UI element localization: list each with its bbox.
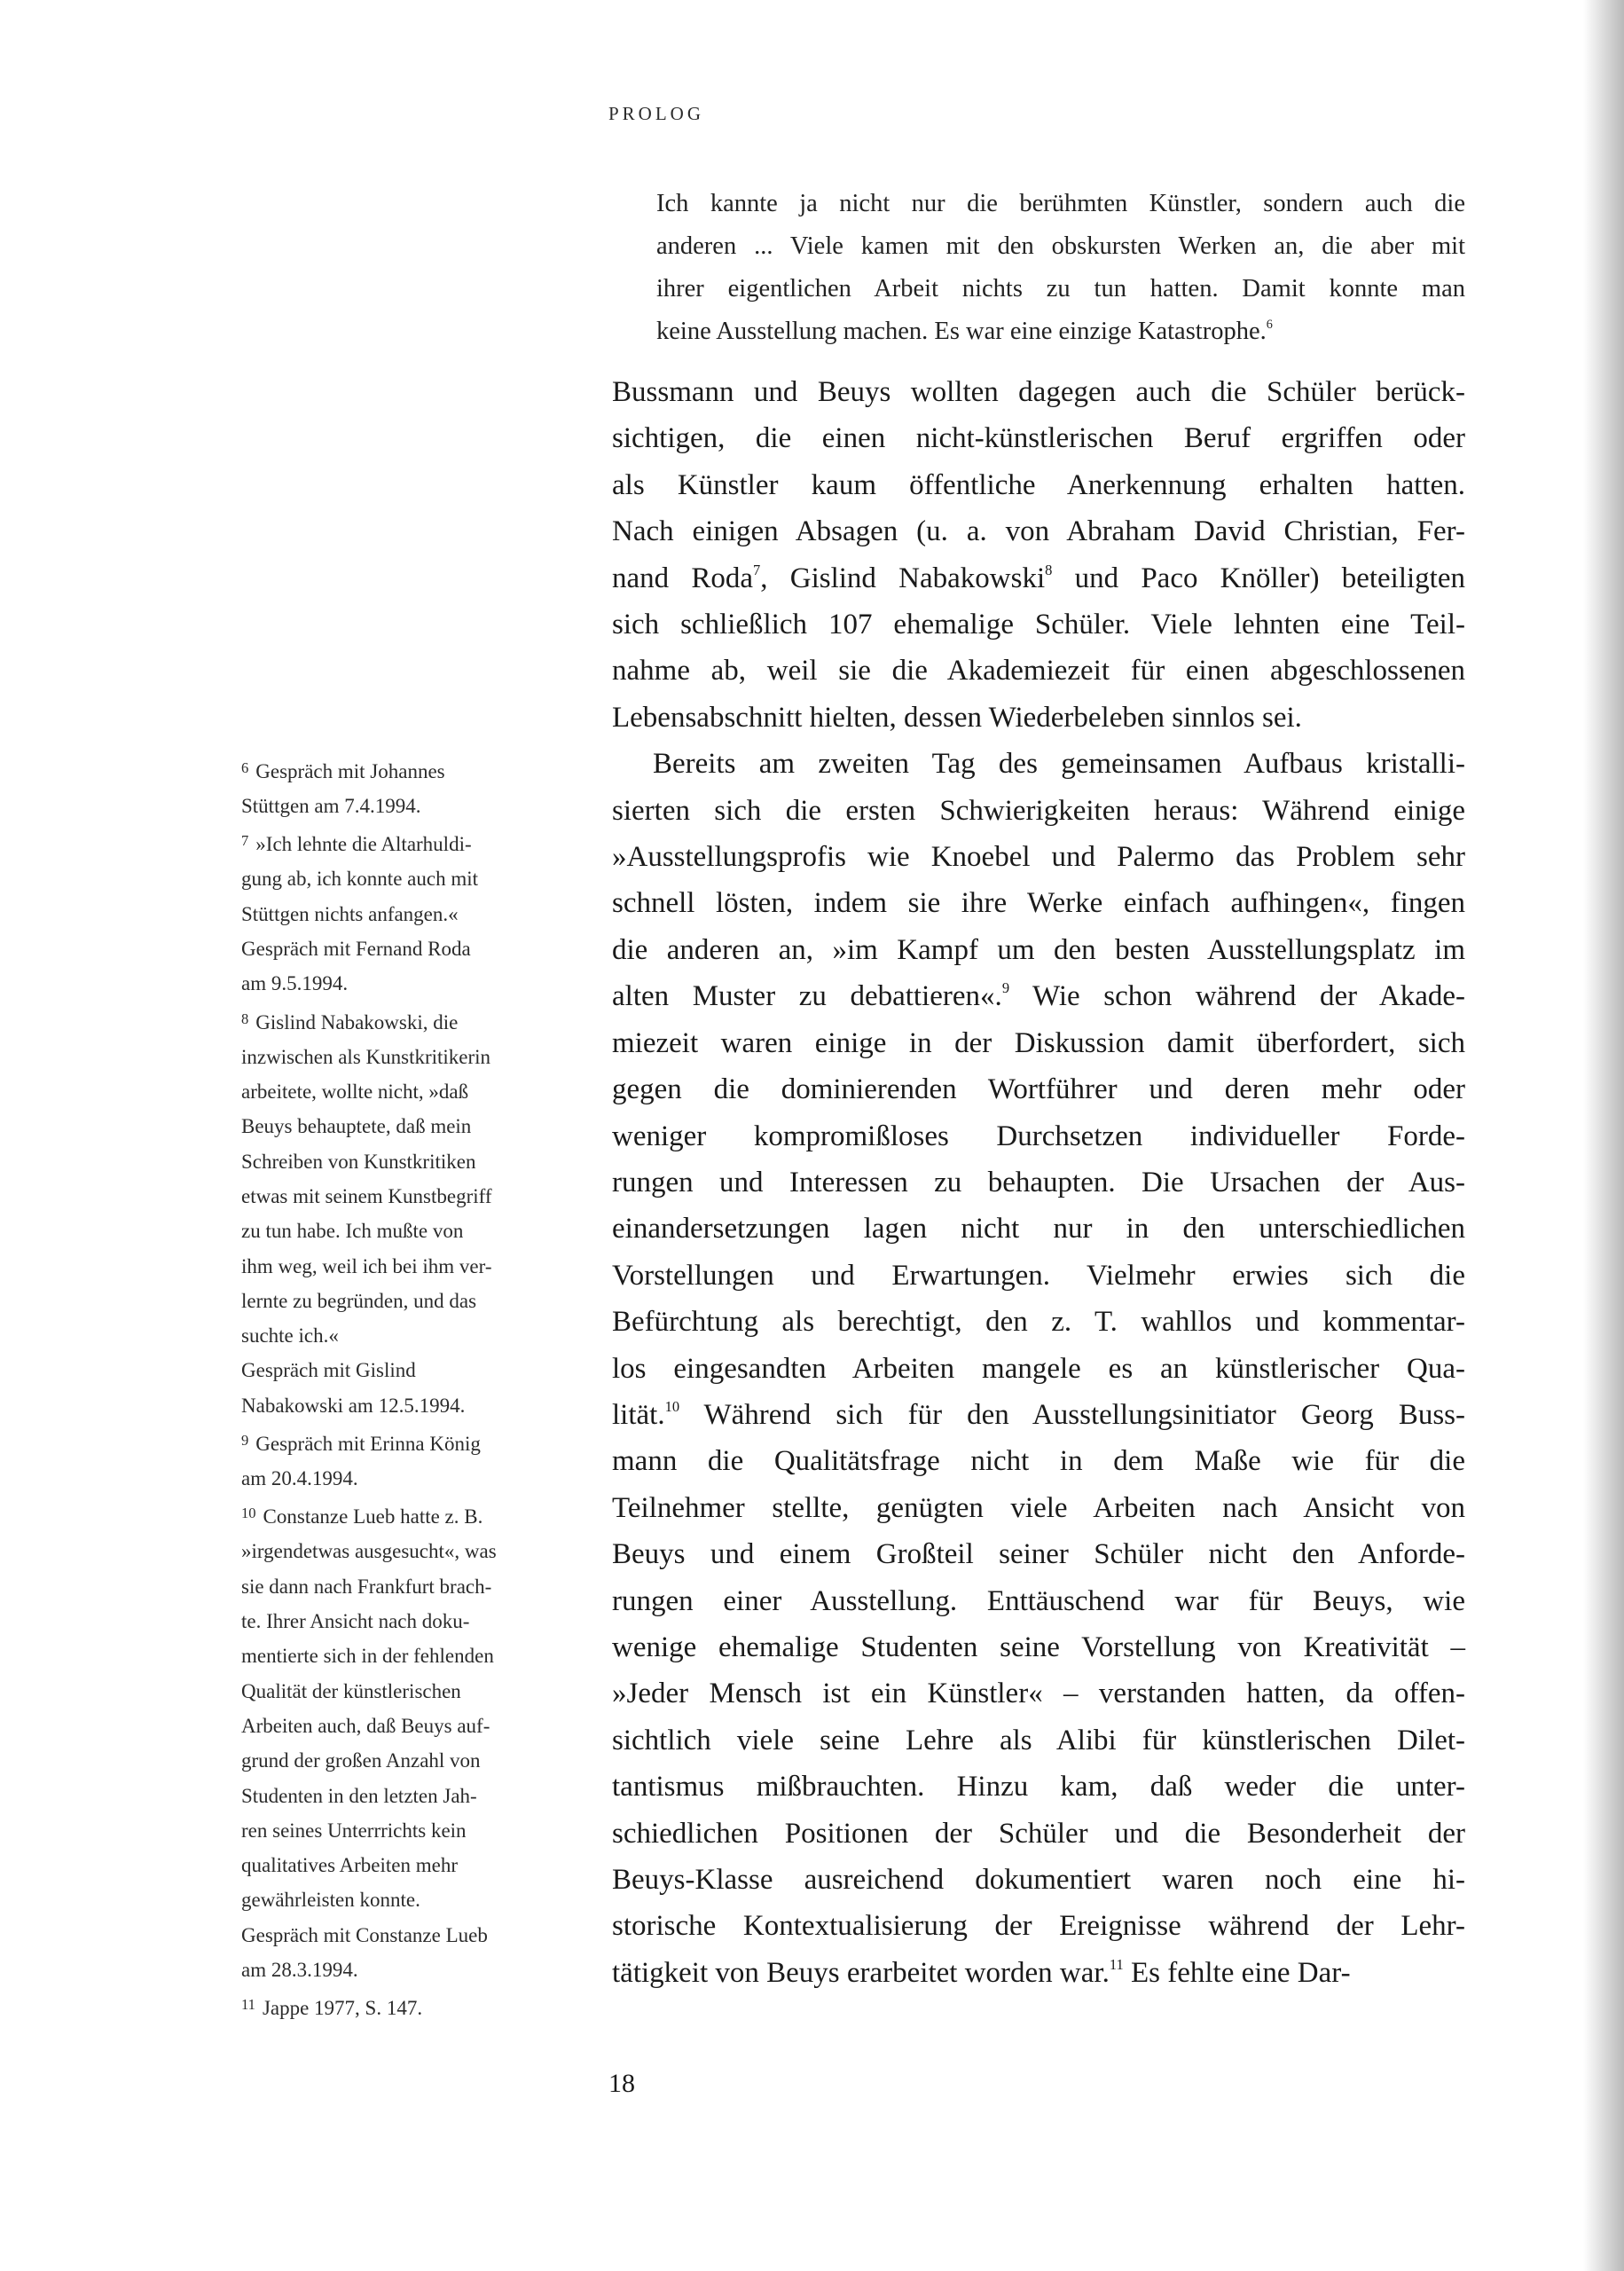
body-line: sierten sich die ersten Schwierigkeiten heraus: Während einige	[612, 794, 1465, 827]
footnote-line: qualitatives Arbeiten mehr	[241, 1854, 458, 1877]
footnote-number: 11	[241, 1996, 255, 2014]
footnote-ref-9[interactable]: 9	[1001, 979, 1010, 997]
body-line: los eingesandten Arbeiten mangele es an künstlerischer Qua-	[612, 1352, 1465, 1385]
footnote-11	[241, 1987, 578, 2025]
body-line: wenige ehemalige Studenten seine Vorstellung von Kreativität –	[612, 1631, 1465, 1663]
page-number: 18	[608, 2069, 635, 2098]
footnote-line: grund der großen Anzahl von	[241, 1749, 481, 1772]
body-line-text: nand Roda	[612, 562, 754, 594]
body-line: »Ausstellungsprofis wie Knoebel und Palermo das Problem sehr	[612, 841, 1465, 874]
footnote-ref-6[interactable]: 6	[1266, 317, 1273, 332]
body-line-text: , Gislind Nabakowski	[760, 562, 1046, 594]
footnote-text: Gespräch mit Johannes	[255, 759, 445, 782]
body-line: sich schließlich 107 ehemalige Schüler. Viele lehnten eine Teil-	[612, 609, 1465, 641]
body-line-text: alten Muster zu debattieren«.	[612, 980, 1002, 1013]
footnote-line: lernte zu begründen, und das	[241, 1289, 477, 1312]
footnote-7	[241, 823, 578, 1001]
body-line	[612, 1950, 1465, 1996]
footnote-text: »Ich lehnte die Altarhuldi-	[255, 833, 472, 856]
footnote-line: Stüttgen nichts anfangen.«	[241, 902, 459, 925]
footnote-line: Nabakowski am 12.5.1994.	[241, 1394, 466, 1417]
footnote-line: Stüttgen am 7.4.1994.	[241, 795, 421, 818]
footnote-line: am 9.5.1994.	[241, 972, 349, 995]
body-line: sichtigen, die einen nicht-künstlerischen Beruf ergriffen oder	[612, 422, 1465, 455]
body-text	[612, 369, 1465, 1996]
body-line: »Jeder Mensch ist ein Künstler« – verstanden hatten, da offen-	[612, 1678, 1465, 1710]
body-line: die anderen an, »im Kampf um den besten Ausstellungsplatz im	[612, 933, 1465, 966]
paragraph-2	[612, 741, 1465, 1996]
footnote-line: »irgendetwas ausgesucht«, was	[241, 1540, 497, 1563]
quote-line	[656, 310, 1465, 353]
footnote-ref-10[interactable]: 10	[664, 1397, 680, 1415]
footnote-line: Schreiben von Kunstkritiken	[241, 1150, 476, 1173]
body-line-text: und Paco Knöller) beteiligten	[1052, 562, 1465, 594]
body-line	[612, 555, 1465, 601]
body-line	[612, 1392, 1465, 1438]
body-line: miezeit waren einige in der Diskussion damit überfordert, sich	[612, 1026, 1465, 1059]
body-line: Nach einigen Absagen (u. a. von Abraham David Christian, Fer-	[612, 515, 1465, 548]
quote-line: ihrer eigentlichen Arbeit nichts zu tun hatten. Damit konnte man	[656, 275, 1465, 303]
footnote-line: Qualität der künstlerischen	[241, 1679, 461, 1702]
footnote-line: inzwischen als Kunstkritikerin	[241, 1045, 491, 1068]
gutter-shadow	[1583, 0, 1624, 2271]
footnote-line: etwas mit seinem Kunstbegriff	[241, 1184, 492, 1207]
footnote-number: 7	[241, 832, 249, 850]
footnote-number: 9	[241, 1431, 249, 1449]
body-line: mann die Qualitätsfrage nicht in dem Maße wie für die	[612, 1445, 1465, 1478]
body-line: Beuys-Klasse ausreichend dokumentiert waren noch eine hi-	[612, 1864, 1465, 1896]
footnote-line: Gespräch mit Constanze Lueb	[241, 1923, 488, 1946]
footnote-number: 8	[241, 1010, 249, 1027]
footnote-ref-7[interactable]: 7	[753, 561, 761, 578]
body-line: Beuys und einem Großteil seiner Schüler nicht den Anforde-	[612, 1538, 1465, 1571]
footnote-ref-11[interactable]: 11	[1109, 1955, 1124, 1973]
running-head: PROLOG	[608, 103, 705, 124]
footnote-line: mentierte sich in der fehlenden	[241, 1645, 494, 1668]
footnote-line: am 28.3.1994.	[241, 1959, 358, 1981]
footnote-line: am 20.4.1994.	[241, 1467, 358, 1490]
body-line: als Künstler kaum öffentliche Anerkennung erhalten hatten.	[612, 468, 1465, 501]
quote-line: anderen ... Viele kamen mit den obskursten Werken an, die aber mit	[656, 232, 1465, 260]
footnote-line: suchte ich.«	[241, 1324, 339, 1348]
body-line: Befürchtung als berechtigt, den z. T. wahllos und kommentar-	[612, 1306, 1465, 1339]
body-line: Vorstellungen und Erwartungen. Vielmehr erwies sich die	[612, 1259, 1465, 1292]
body-line: schnell lösten, indem sie ihre Werke einfach aufhingen«, fingen	[612, 887, 1465, 920]
body-line: einandersetzungen lagen nicht nur in den unterschiedlichen	[612, 1213, 1465, 1246]
footnote-text: Constanze Lueb hatte z. B.	[263, 1505, 483, 1528]
footnote-10	[241, 1496, 578, 1987]
footnotes-column	[241, 750, 578, 2025]
footnote-9	[241, 1423, 578, 1496]
quote-line-text: keine Ausstellung machen. Es war eine einzige Katastrophe.	[656, 318, 1267, 345]
footnote-text: Gespräch mit Erinna König	[255, 1432, 481, 1455]
quote-line: Ich kannte ja nicht nur die berühmten Künstler, sondern auch die	[656, 190, 1465, 217]
body-line: Lebensabschnitt hielten, dessen Wiederbeleben sinnlos sei.	[612, 701, 1302, 734]
body-line: Teilnehmer stellte, genügten viele Arbeiten nach Ansicht von	[612, 1491, 1465, 1524]
footnote-number: 6	[241, 759, 249, 776]
footnote-line: ren seines Unterrrichts kein	[241, 1819, 467, 1842]
footnote-text: Jappe 1977, S. 147.	[262, 1997, 423, 2020]
footnote-line: Arbeiten auch, daß Beuys auf-	[241, 1714, 490, 1737]
footnote-number: 10	[241, 1505, 256, 1522]
footnote-line: gung ab, ich konnte auch mit	[241, 868, 478, 891]
body-line: storische Kontextualisierung der Ereignisse während der Lehr-	[612, 1910, 1465, 1943]
footnote-line: sie dann nach Frankfurt brach-	[241, 1575, 492, 1598]
footnote-line: Gespräch mit Fernand Roda	[241, 938, 471, 961]
body-line: sichtlich viele seine Lehre als Alibi für künstlerischen Dilet-	[612, 1724, 1465, 1756]
footnote-line: arbeitete, wollte nicht, »daß	[241, 1080, 469, 1104]
footnote-ref-8[interactable]: 8	[1045, 561, 1053, 578]
footnote-line: Studenten in den letzten Jah-	[241, 1784, 477, 1807]
footnote-line: zu tun habe. Ich mußte von	[241, 1220, 464, 1243]
footnote-line	[241, 750, 578, 789]
body-line	[612, 973, 1465, 1019]
footnote-line	[241, 1987, 578, 2025]
body-line: gegen die dominierenden Wortführer und deren mehr oder	[612, 1073, 1465, 1106]
footnote-line: te. Ihrer Ansicht nach doku-	[241, 1610, 470, 1633]
footnote-line: gewährleisten konnte.	[241, 1889, 420, 1912]
footnote-line	[241, 823, 578, 861]
footnote-line	[241, 1423, 578, 1461]
footnote-line: Beuys behauptete, daß mein	[241, 1115, 472, 1138]
body-line: Bereits am zweiten Tag des gemeinsamen Aufbaus kristalli-	[653, 748, 1465, 781]
body-line: rungen einer Ausstellung. Enttäuschend war für Beuys, wie	[612, 1584, 1465, 1617]
footnote-line: ihm weg, weil ich bei ihm ver-	[241, 1254, 492, 1277]
body-line: tantismus mißbrauchten. Hinzu kam, daß weder die unter-	[612, 1771, 1465, 1803]
footnote-text: Gislind Nabakowski, die	[255, 1010, 459, 1033]
body-line: nahme ab, weil sie die Akademiezeit für einen abgeschlossenen	[612, 655, 1465, 688]
paragraph-1	[612, 369, 1465, 741]
body-line-text: Es fehlte eine Dar-	[1123, 1956, 1351, 1989]
body-line: weniger kompromißloses Durchsetzen individueller Forde-	[612, 1120, 1465, 1152]
body-line-text: Wie schon während der Akade-	[1009, 980, 1465, 1013]
footnote-8	[241, 1002, 578, 1423]
block-quote	[656, 183, 1465, 353]
body-line: schiedlichen Positionen der Schüler und die Besonderheit der	[612, 1817, 1465, 1850]
footnote-line	[241, 1002, 578, 1040]
footnote-line	[241, 1496, 578, 1534]
footnote-6	[241, 750, 578, 823]
body-line-text: Während sich für den Ausstellungsinitiator Georg Buss-	[679, 1398, 1465, 1431]
body-line: rungen und Interessen zu behaupten. Die Ursachen der Aus-	[612, 1166, 1465, 1198]
footnote-line: Gespräch mit Gislind	[241, 1359, 416, 1382]
body-line-text: tätigkeit von Beuys erarbeitet worden war.	[612, 1956, 1110, 1989]
body-line-text: lität.	[612, 1398, 665, 1431]
body-line: Bussmann und Beuys wollten dagegen auch die Schüler berück-	[612, 376, 1465, 408]
